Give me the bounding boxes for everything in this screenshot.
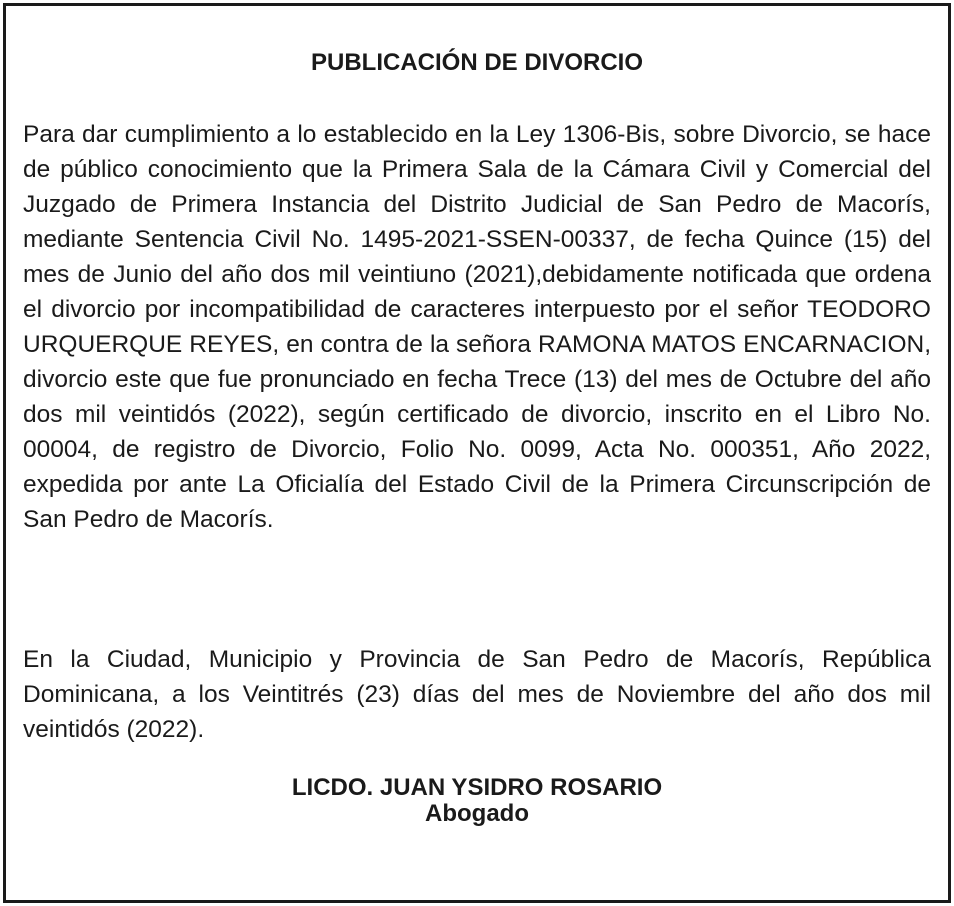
notice-title: PUBLICACIÓN DE DIVORCIO (310, 49, 643, 76)
signatory-name: LICDO. JUAN YSIDRO ROSARIO (291, 774, 663, 801)
signatory-role: Abogado (425, 800, 529, 827)
notice-location-date-paragraph: En la Ciudad, Municipio y Provincia de San Pedro de Macorís, República Dominicana, a los Veintitrés (23) días del mes de Noviembre del año dos mil veintidós (2022). (23, 646, 931, 743)
notice-body-paragraph: Para dar cumplimiento a lo establecido en la Ley 1306-Bis, sobre Divorcio, se hace de público conocimiento que la Primera Sala de la Cámara Civil y Comercial del Juzgado de Primera Instancia del Distrito Judicial de San Pedro de Macorís, mediante Sentencia Civil No. 1495-2021-SSEN-00337, de fecha Quince (15) del mes de Junio del año dos mil veintiuno (2021),debidamente notificada que ordena el divorcio por incompatibilidad de caracteres interpuesto por el señor TEODORO URQUERQUE REYES, en contra de la señora RAMONA MATOS ENCARNACION, divorcio este que fue pronunciado en fecha Trece (13) del mes de Octubre del año dos mil veintidós (2022), según certificado de divorcio, inscrito en el Libro No. 00004, de registro de Divorcio, Folio No. 0099, Acta No. 000351, Año 2022, expedida por ante La Oficialía del Estado Civil de la Primera Circunscripción de San Pedro de Macorís. (23, 121, 931, 533)
divorce-notice (3, 3, 951, 903)
